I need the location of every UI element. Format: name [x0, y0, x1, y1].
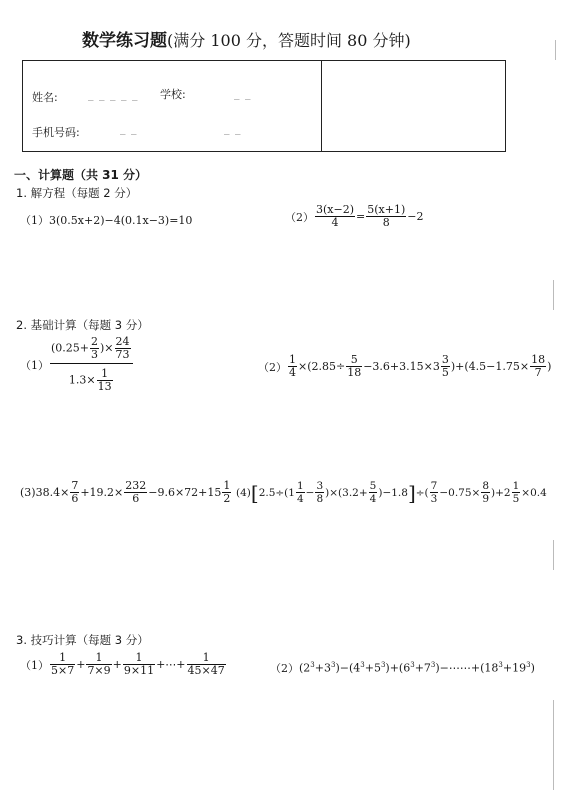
skill-question-2: （2） $(2^3+3^3)-(4^3+5^3)+(6^3+7^3)-\cdots\cdots+(18^3+19^3)$ [270, 661, 535, 675]
calc-question-2: （2） $\frac{1}{4}$ ×(2.85÷ $\frac{5}{18}$ −3.6+3.15×3 $\frac{3}{5}$ )+(4.5−1.75× $\frac{18}{7}$ ) [258, 353, 552, 379]
name-field[interactable]: _ _ _ _ _ [88, 88, 139, 101]
question-number: （2） [285, 210, 314, 224]
calc-question-1 [20, 336, 134, 393]
equation-2: （2） $\frac{3(x-2)}{4}$ = $\frac{5(x+1)}{8}$ −2 [285, 203, 424, 229]
question-number: （1） [20, 358, 49, 372]
section-1-heading: 一、计算题（共 31 分） [14, 168, 148, 182]
scan-mark [555, 40, 556, 60]
part-1-heading: 1. 解方程（每题 2 分） [16, 186, 138, 200]
question-number: (3) [20, 486, 36, 499]
title-subtitle: (满分 100 分，答题时间 80 分钟) [167, 31, 411, 50]
question-number: (4) [236, 486, 251, 499]
calc-question-3: (3) 38.4× $\frac{7}{6}$ +19.2× $\frac{232}{6}$ −9.6×72+15 $\frac{1}{2}$ [20, 479, 231, 505]
fraction: $\frac{3(x-2)}{4}$ [316, 203, 355, 229]
scan-mark [553, 280, 554, 310]
school-label: 学校: [160, 88, 186, 101]
student-info-box [22, 60, 506, 152]
fraction: (0.25+ $\frac{2}{3}$ )× $\frac{24}{73}$ 1.3× $\frac{1}{13}$ [50, 336, 133, 393]
phone-label: 手机号码: [32, 126, 80, 139]
part-2-heading: 2. 基础计算（每题 3 分） [16, 318, 149, 332]
equation-1-text: 3(0.5x+2)−4(0.1x−3)=10 [49, 214, 193, 227]
equation-1 [20, 212, 192, 228]
scan-mark [553, 700, 554, 790]
scan-mark [553, 540, 554, 570]
calc-question-4: (4) [ 2.5÷(1 $\frac{1}{4}$ − $\frac{3}{8}$ )×(3.2+ $\frac{5}{4}$ )−1.8 ] ÷( $\frac{7}{3}$ −0.75× $\frac{8}{9}$ )+2 $\frac{1}{5}$ ×0.4 [236, 480, 547, 505]
phone-field-extra[interactable]: _ _ [224, 122, 242, 135]
question-number: （2） [258, 360, 287, 374]
school-field[interactable]: _ _ [234, 87, 252, 100]
page-title [82, 26, 411, 51]
skill-question-1: （1） $\frac{1}{5\times 7}$ + $\frac{1}{7\times 9}$ + $\frac{1}{9\times 11}$ +⋯+ $\frac{1}{45\times 47}$ [20, 651, 225, 677]
question-number: （2） [270, 662, 299, 675]
question-number: （1） [20, 214, 49, 227]
fraction: $\frac{5(x+1)}{8}$ [367, 203, 406, 229]
title-main: 数学练习题 [82, 31, 167, 51]
part-3-heading: 3. 技巧计算（每题 3 分） [16, 633, 149, 647]
info-box-divider [321, 61, 322, 151]
question-number: （1） [20, 658, 49, 672]
phone-field[interactable]: _ _ [120, 122, 138, 135]
name-label: 姓名: [32, 91, 58, 104]
